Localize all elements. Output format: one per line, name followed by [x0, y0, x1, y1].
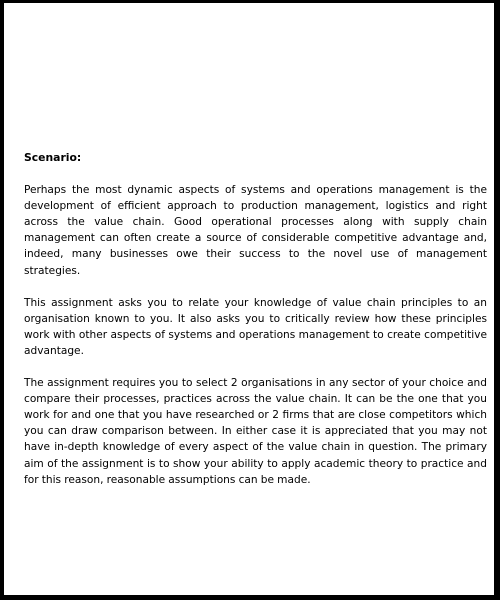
document-body: [24, 150, 487, 504]
paragraph-intro: Perhaps the most dynamic aspects of systems and operations management is the development of efficient approach to production management, logistics and right across the value chain. Good operational processes along with supply chain management can often create a source of considerable competitive advantage and, indeed, many businesses owe their success to the novel use of management strategies.: [24, 184, 487, 277]
paragraph-assignment-aim: This assignment asks you to relate your knowledge of value chain principles to an organisation known to you. It also asks you to critically review how these principles work with other aspects of systems and operations management to create competitive advantage.: [24, 296, 487, 357]
section-heading: Scenario:: [24, 151, 82, 164]
paragraph-requirements: The assignment requires you to select 2 organisations in any sector of your choice and compare their processes, practices across the value chain. It can be the one that you work for and one that you have researched or 2 firms that are close competitors which you can draw comparison between. In either case it is appreciated that you may not have in-depth knowledge of every aspect of the value chain in question. The primary aim of the assignment is to show your ability to apply academic theory to practice and for this reason, reasonable assumptions can be made.: [24, 377, 487, 486]
